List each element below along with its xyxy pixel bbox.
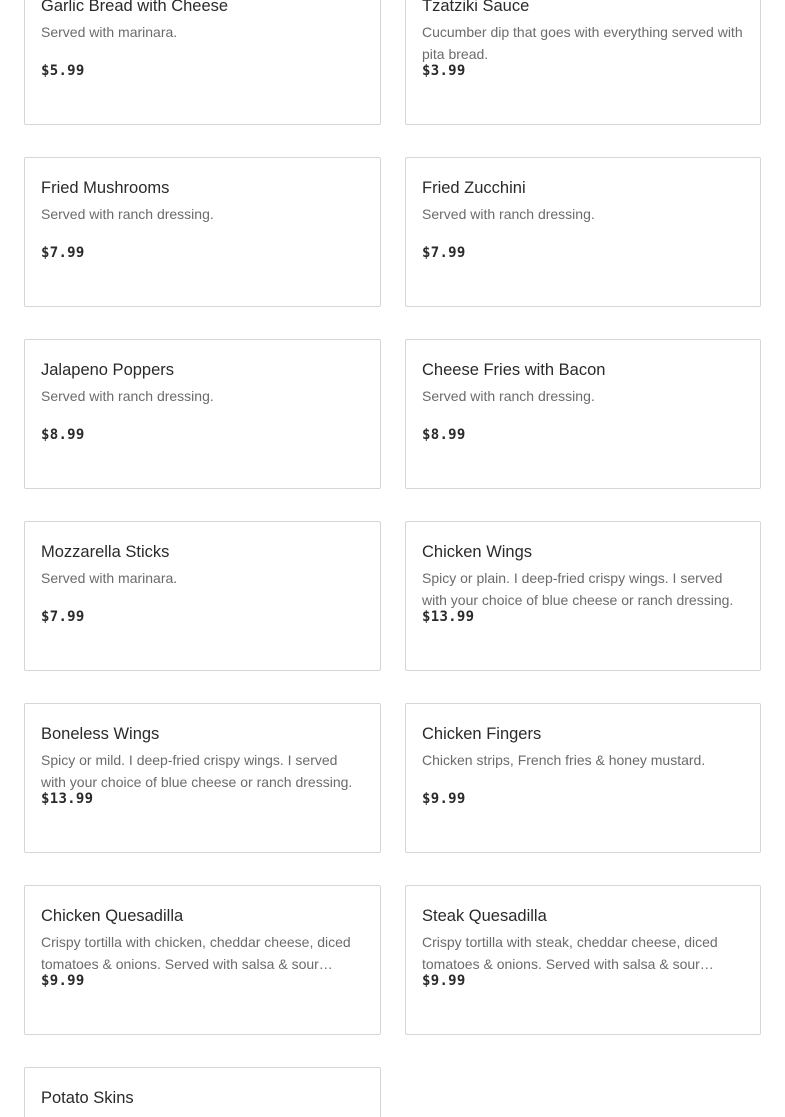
menu-item-description: Chicken strips, French fries & honey mustard. — [422, 752, 706, 768]
menu-item-card[interactable] — [405, 703, 761, 853]
menu-item-name: Jalapeno Poppers — [41, 361, 175, 379]
menu-item-description: Crispy tortilla with steak, cheddar cheese, diced tomatoes & onions. Served with salsa & sour… — [422, 934, 718, 972]
menu-item-description: Served with ranch dressing. — [41, 388, 214, 404]
menu-item-card[interactable] — [24, 885, 381, 1035]
menu-item-description: Served with marinara. — [41, 24, 178, 40]
menu-item-price: $13.99 — [41, 791, 94, 807]
menu-item-price: $5.99 — [41, 63, 85, 79]
menu-item-name: Fried Mushrooms — [41, 179, 170, 197]
menu-item-description: Cucumber dip that goes with everything served with pita bread. — [422, 24, 743, 62]
menu-item-description: Served with marinara. — [41, 570, 178, 586]
menu-item-name: Potato Skins — [41, 1089, 134, 1107]
menu-item-card[interactable] — [24, 1067, 381, 1117]
menu-item-description: Served with ranch dressing. — [422, 388, 595, 404]
menu-item-price: $9.99 — [41, 973, 85, 989]
menu-item-price: $8.99 — [41, 427, 85, 443]
menu-item-name: Fried Zucchini — [422, 179, 526, 197]
menu-item-card[interactable] — [24, 521, 381, 671]
menu-item-price: $13.99 — [422, 609, 475, 625]
menu-item-description: Crispy tortilla with chicken, cheddar cheese, diced tomatoes & onions. Served with salsa & sour… — [41, 934, 351, 972]
menu-item-card[interactable] — [405, 157, 761, 307]
menu-item-card[interactable] — [405, 0, 761, 125]
menu-item-name: Chicken Fingers — [422, 725, 542, 743]
menu-item-price: $7.99 — [41, 609, 85, 625]
menu-item-price: $7.99 — [422, 245, 466, 261]
menu-item-card[interactable] — [405, 885, 761, 1035]
menu-item-description: Served with ranch dressing. — [41, 206, 214, 222]
menu-item-description: Spicy or mild. I deep-fried crispy wings. I served with your choice of blue cheese or ranch dressing. — [41, 752, 353, 790]
menu-item-card[interactable] — [405, 521, 761, 671]
menu-item-card[interactable] — [405, 339, 761, 489]
menu-item-name: Chicken Quesadilla — [41, 907, 184, 925]
menu-item-name: Mozzarella Sticks — [41, 543, 170, 561]
menu-item-price: $7.99 — [41, 245, 85, 261]
menu-item-card[interactable] — [24, 339, 381, 489]
menu-item-name: Boneless Wings — [41, 725, 160, 743]
menu-item-name: Chicken Wings — [422, 543, 533, 561]
menu-item-name: Tzatziki Sauce — [422, 0, 530, 15]
menu-item-price: $8.99 — [422, 427, 466, 443]
menu-item-price: $3.99 — [422, 63, 466, 79]
menu-item-card[interactable] — [24, 157, 381, 307]
menu-item-description: Spicy or plain. I deep-fried crispy wings. I served with your choice of blue cheese or ranch dressing. — [422, 570, 734, 608]
menu-item-price: $9.99 — [422, 791, 466, 807]
menu-item-description: Served with ranch dressing. — [422, 206, 595, 222]
menu-item-card[interactable] — [24, 703, 381, 853]
menu-item-card[interactable] — [24, 0, 381, 125]
menu-item-name: Steak Quesadilla — [422, 907, 547, 925]
menu-item-grid — [24, 0, 761, 1117]
menu-item-price: $9.99 — [422, 973, 466, 989]
menu-item-name: Garlic Bread with Cheese — [41, 0, 229, 15]
menu-item-name: Cheese Fries with Bacon — [422, 361, 606, 379]
